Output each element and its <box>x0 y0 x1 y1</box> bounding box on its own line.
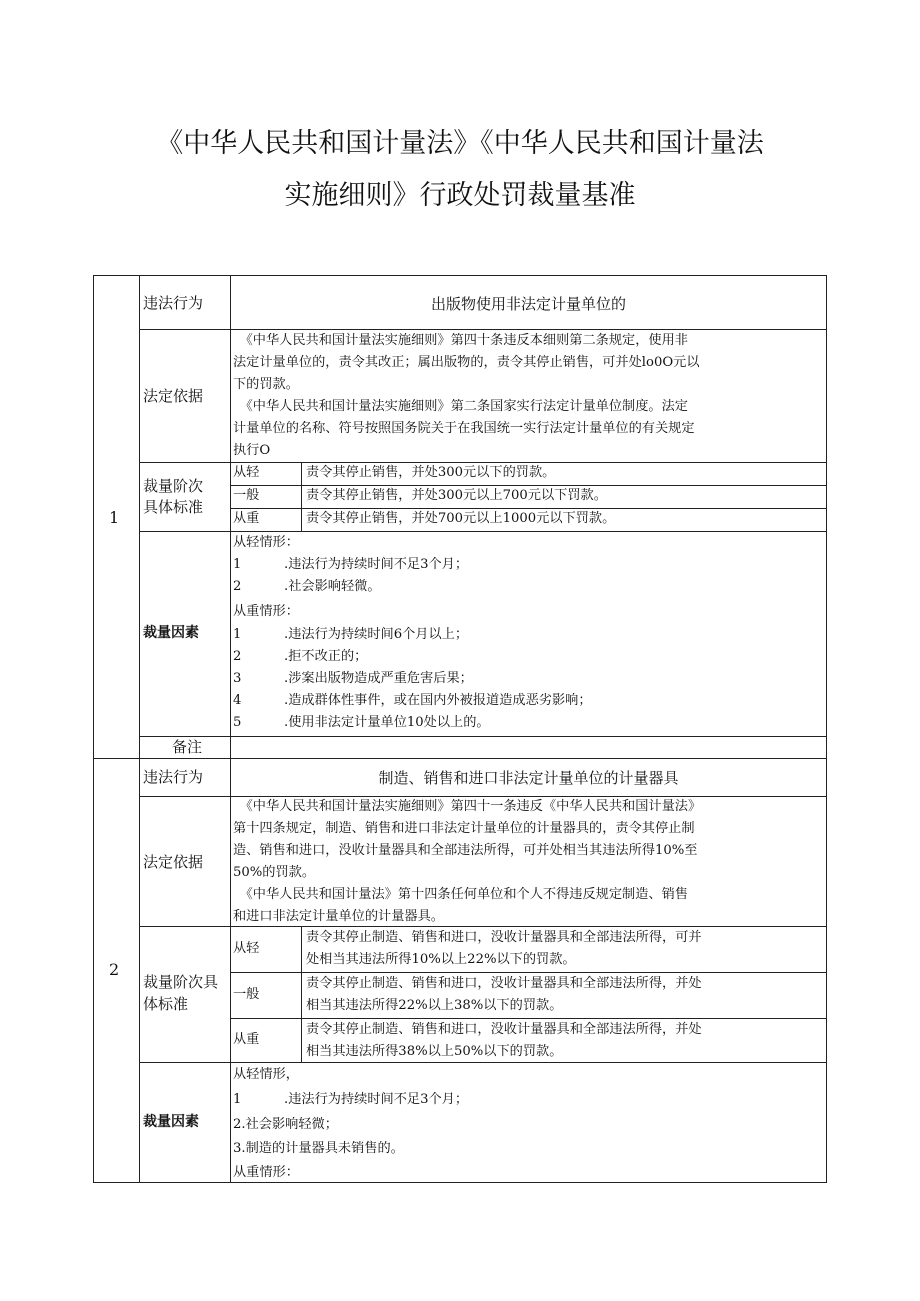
level-name: 一般 <box>233 987 260 1002</box>
basis-line: 《中华人民共和国计量法实施细则》第二条国家实行法定计量单位制度。法定 <box>233 399 688 414</box>
level-name: 从轻 <box>233 941 260 956</box>
act-text: 制造、销售和进口非法定计量单位的计量器具 <box>378 769 679 787</box>
act-text: 出版物使用非法定计量单位的 <box>430 295 626 313</box>
standard-label: 具体标准 <box>143 498 204 516</box>
level-name: 从重 <box>233 511 260 526</box>
entry-number: 1 <box>109 508 120 527</box>
penalty-table <box>93 275 827 1183</box>
basis-line: 法定计量单位的，责令其改正；属出版物的，责令其停止销售，可并处lo0O元以 <box>233 355 700 370</box>
basis-line: 《中华人民共和国计量法实施细则》第四十条违反本细则第二条规定，使用非 <box>233 333 688 348</box>
basis-line: 执行O <box>233 443 271 458</box>
remark-label: 备注 <box>172 738 203 756</box>
factor-heading: 从重情形： <box>233 1165 299 1180</box>
entry-number: 2 <box>109 960 120 979</box>
factor-text: 3.制造的计量器具未销售的。 <box>233 1141 404 1156</box>
factor-text: .社会影响轻微。 <box>284 579 381 594</box>
factor-text: .造成群体性事件，或在国内外被报道造成恶劣影响； <box>284 693 592 708</box>
level-text: 责令其停止销售，并处700元以上1000元以下罚款。 <box>306 511 616 526</box>
standard-label: 体标准 <box>143 995 189 1013</box>
level-name: 一般 <box>233 488 260 503</box>
factor-text: .违法行为持续时间6个月以上； <box>284 627 469 642</box>
basis-line: 《中华人民共和国计量法实施细则》第四十一条违反《中华人民共和国计量法》 <box>233 799 702 814</box>
factor-text: .违法行为持续时间不足3个月； <box>284 1092 469 1107</box>
standard-label: 裁量阶次具 <box>143 973 219 991</box>
factor-num: 2 <box>233 649 242 664</box>
factor-text: .拒不改正的； <box>284 649 368 664</box>
basis-line: 下的罚款。 <box>233 377 299 392</box>
level-divider-2 <box>301 926 302 1062</box>
factor-heading: 从轻情形： <box>233 535 299 550</box>
level-text: 相当其违法所得22%以上38%以下的罚款。 <box>306 998 563 1013</box>
level-divider-1 <box>301 462 302 531</box>
basis-line: 计量单位的名称、符号按照国务院关于在我国统一实行法定计量单位的有关规定 <box>233 421 695 436</box>
basis-label: 法定依据 <box>143 853 204 871</box>
standard-label: 裁量阶次 <box>143 477 204 495</box>
factors-label: 裁量因素 <box>143 1114 199 1130</box>
col-divider-number <box>139 276 140 1182</box>
basis-label: 法定依据 <box>143 387 204 405</box>
row-line <box>139 736 826 737</box>
col-divider-label <box>230 276 231 1182</box>
act-label: 违法行为 <box>143 768 204 786</box>
level-text: 责令其停止制造、销售和进口，没收计量器具和全部违法所得，可并 <box>306 930 702 945</box>
title-line-2: 实施细则》行政处罚裁量基准 <box>284 180 636 211</box>
factor-num: 5 <box>233 715 242 730</box>
basis-line: 和进口非法定计量单位的计量器具。 <box>233 909 444 924</box>
factor-text: .使用非法定计量单位10处以上的。 <box>284 715 490 730</box>
act-label: 违法行为 <box>143 294 204 312</box>
factor-heading: 从轻情形， <box>233 1067 299 1082</box>
factor-num: 2 <box>233 579 242 594</box>
factor-num: 3 <box>233 671 242 686</box>
factor-num: 1 <box>233 1092 242 1107</box>
factor-num: 1 <box>233 557 242 572</box>
level-text: 处相当其违法所得10%以上22%以下的罚款。 <box>306 952 576 967</box>
basis-line: 《中华人民共和国计量法》第十四条任何单位和个人不得违反规定制造、销售 <box>233 887 688 902</box>
entry-separator <box>94 758 826 759</box>
level-text: 相当其违法所得38%以上50%以下的罚款。 <box>306 1044 563 1059</box>
level-text: 责令其停止制造、销售和进口，没收计量器具和全部违法所得，并处 <box>306 1022 702 1037</box>
factor-num: 4 <box>233 693 242 708</box>
factor-text: .违法行为持续时间不足3个月； <box>284 557 469 572</box>
factor-num: 1 <box>233 627 242 642</box>
factor-text: .涉案出版物造成严重危害后果； <box>284 671 473 686</box>
level-text: 责令其停止销售，并处300元以上700元以下罚款。 <box>306 488 607 503</box>
factor-text: 2.社会影响轻微； <box>233 1117 338 1132</box>
level-text: 责令其停止销售，并处300元以下的罚款。 <box>306 465 556 480</box>
page-title <box>0 118 920 222</box>
factors-label: 裁量因素 <box>143 625 199 641</box>
title-line-1: 《中华人民共和国计量法》《中华人民共和国计量法 <box>156 128 764 159</box>
level-name: 从轻 <box>233 465 260 480</box>
level-text: 责令其停止制造、销售和进口，没收计量器具和全部违法所得，并处 <box>306 976 702 991</box>
basis-line: 第十四条规定，制造、销售和进口非法定计量单位的计量器具的，责令其停止制 <box>233 821 695 836</box>
level-name: 从重 <box>233 1032 260 1047</box>
basis-line: 50%的罚款。 <box>233 865 316 880</box>
factor-heading: 从重情形： <box>233 604 299 619</box>
basis-line: 造、销售和进口，没收计量器具和全部违法所得，可并处相当其违法所得10%至 <box>233 843 698 858</box>
